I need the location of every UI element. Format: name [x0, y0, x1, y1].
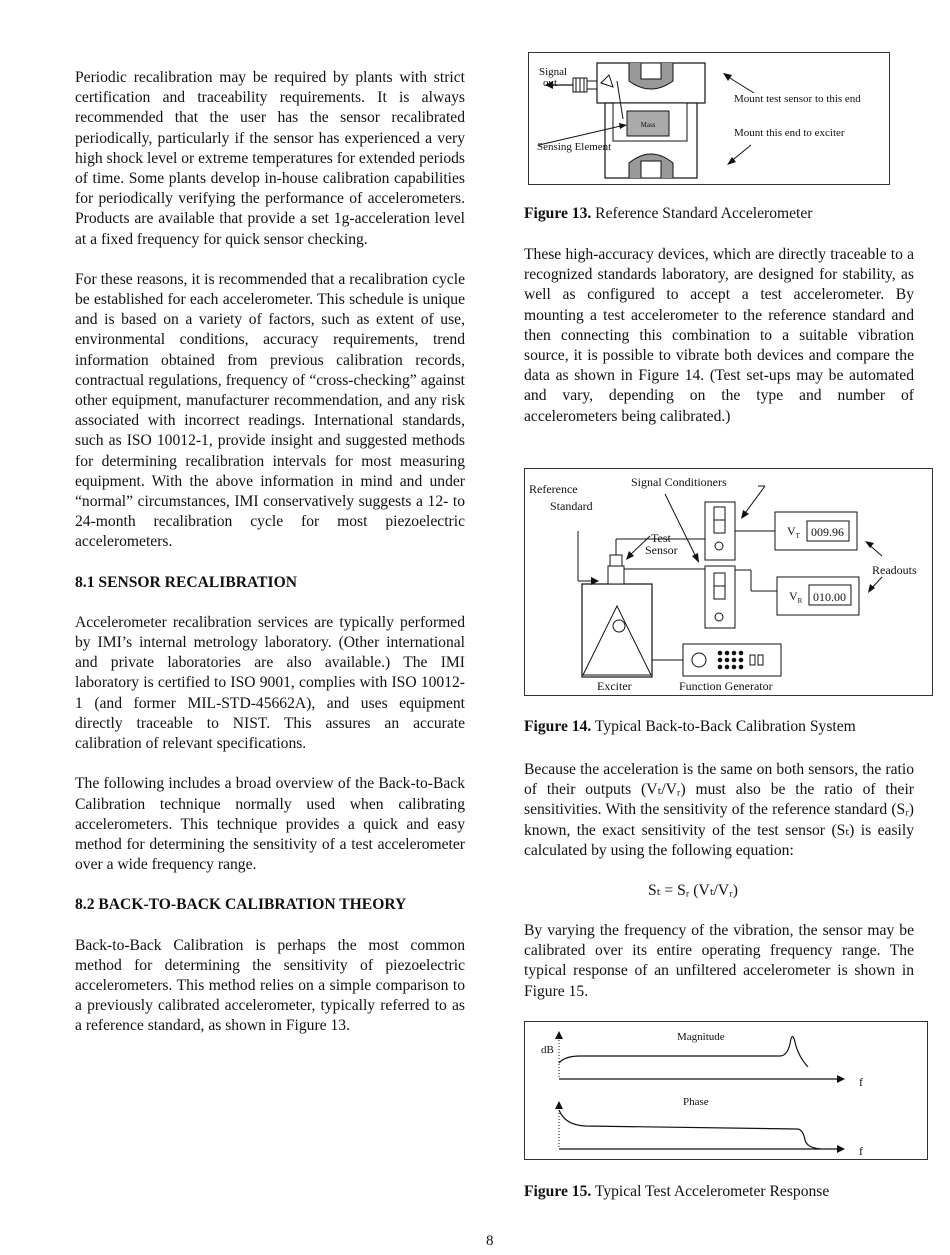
paragraph-ratio-explanation: Because the acceleration is the same on both sensors, the ratio of their outputs (Vₜ/Vᵣ) must also be the ratio of their sensitivities. With the sensitivity of the reference standard (Sᵣ) known, the exact sensitivity of the test sensor (Sₜ) is easily calculated by using the following equation: [524, 761, 914, 859]
readouts-label: Readouts [872, 563, 917, 577]
exciter-label: Exciter [597, 679, 632, 693]
vr-readout-value: 010.00 [813, 590, 846, 604]
paragraph-frequency-variation: By varying the frequency of the vibration, the sensor may be calibrated over its entire operating frequency range. The typical response of an unfiltered accelerometer is shown in Figure 15. [524, 922, 914, 1000]
signal-out-label-2: out [543, 77, 558, 89]
vr-label: $V_R$ [789, 589, 803, 605]
section-heading-8-2: 8.2 BACK-TO-BACK CALIBRATION THEORY [75, 896, 407, 914]
figure-13-caption-number: Figure 13. [524, 205, 592, 222]
reference-standard-label-1: Reference [529, 482, 578, 496]
phase-axis-arrow [555, 1101, 563, 1109]
paragraph-recalibration-cycle: For these reasons, it is recommended that a recalibration cycle be established for each accelerometer. This schedule is unique and is based on a variety of factors, such as extent of use, environmental conditions, accuracy requirements, trend information obtained from previous calibration records, contractual regulations, frequency of “cross-checking” against other equipment, manufacturer recommendation, and any risk associated with incorrect readings. International standards, such as ISO 10012-1, provide insight and suggested methods for determining recalibration intervals for most measuring equipment. With the above information in mind and under “normal” circumstances, IMI conservatively suggests a 12- to 24-month recalibration cycle for most piezoelectric accelerometers. [75, 270, 465, 551]
test-sensor-label-1: Test [651, 531, 671, 545]
figure-15-response-plot [524, 1021, 928, 1160]
mass-label: Mass [640, 121, 656, 129]
paragraph-recalibration-services: Accelerometer recalibration services are typically performed by IMI’s internal metrology laboratory. (Other international and private laboratories are also available.) The IMI laboratory is certified to ISO 9001, complies with ISO 10012-1 (and former MIL-STD-45662A), and uses equipment directly traceable to NIST. This assures an accurate calibration of relevant specifications. [75, 613, 465, 753]
right-paragraph-1-wrap [524, 245, 914, 427]
left-column [75, 68, 465, 1037]
reference-standard-label-2: Standard [550, 499, 593, 513]
paragraph-high-accuracy: These high-accuracy devices, which are directly traceable to a recognized standards laboratory, are designed for stability, as well as configured to accept a test accelerometer. By mounting a test accelerometer to the reference standard and then connecting this combination to a suitable vibration source, it is possible to vibrate both devices and compare the data as shown in Figure 14. (Test set-ups may be automated and vary, depending on the type and number of accelerometers being calibrated.) [524, 246, 914, 425]
paragraph-overview: The following includes a broad overview of the Back-to-Back Calibration technique normally used when calibrating accelerometers. This technique provides a quick and easy method for determining the sensitivity of a test accelerometer over a wide frequency range. [75, 775, 465, 874]
section-heading-8-1: 8.1 SENSOR RECALIBRATION [75, 573, 297, 591]
figure-13-caption [524, 205, 813, 223]
frequency-axis-label-phase: f [859, 1144, 863, 1158]
phase-curve [559, 1110, 821, 1149]
mount-test-label: Mount test sensor to this end [734, 93, 861, 105]
signal-conditioners-label: Signal Conditioners [631, 475, 727, 489]
function-generator-label: Function Generator [679, 679, 773, 693]
figure-14-caption-number: Figure 14. [524, 718, 592, 735]
figure-14-caption [524, 718, 856, 736]
vt-label: $V_T$ [787, 524, 800, 540]
figure-13-reference-accelerometer [528, 52, 890, 185]
paragraph-b2b-theory: Back-to-Back Calibration is perhaps the most common method for determining the sensitivity of piezoelectric accelerometers. This method relies on a simple comparison to a previously calibrated accelerometer, typically referred to as a reference standard, as shown in Figure 13. [75, 936, 465, 1035]
figure-14-caption-text: Typical Back-to-Back Calibration System [591, 718, 856, 735]
phase-label: Phase [683, 1096, 709, 1108]
magnitude-axis-arrow [555, 1031, 563, 1039]
test-sensor-label-2: Sensor [645, 543, 678, 557]
mount-exciter-label: Mount this end to exciter [734, 127, 845, 139]
vt-readout-value: 009.96 [811, 525, 844, 539]
paragraph-recalibration-intro: Periodic recalibration may be required by plants with strict certification and traceability requirements. It is always recommended that the user has the sensor recalibrated periodically, particularly if the sensor has experienced a very high shock level or extreme temperatures for extended periods of time. Some plants develop in-house calibration capabilities for periodically verifying the performance of accelerometers. Products are available that provide a set 1g-acceleration level at a fixed frequency for quick sensor checking. [75, 69, 465, 248]
figure-15-caption-number: Figure 15. [524, 1183, 592, 1200]
magnitude-label: Magnitude [677, 1031, 725, 1043]
frequency-axis-label-magnitude: f [859, 1075, 863, 1089]
right-paragraph-2-wrap [524, 760, 914, 861]
figure-15-caption-text: Typical Test Accelerometer Response [591, 1183, 830, 1200]
page-number: 8 [486, 1233, 494, 1249]
figure-14-calibration-system [524, 468, 933, 696]
signal-out-label-1: Signal [539, 66, 568, 78]
figure-15-caption [524, 1183, 829, 1201]
right-paragraph-3-wrap [524, 921, 914, 1002]
figure-13-caption-text: Reference Standard Accelerometer [591, 205, 813, 222]
sensitivity-equation: Sₜ = Sᵣ (Vₜ/Vᵣ) [648, 882, 738, 899]
sensing-element-label: Sensing Element [537, 141, 612, 153]
db-label: dB [541, 1044, 554, 1056]
